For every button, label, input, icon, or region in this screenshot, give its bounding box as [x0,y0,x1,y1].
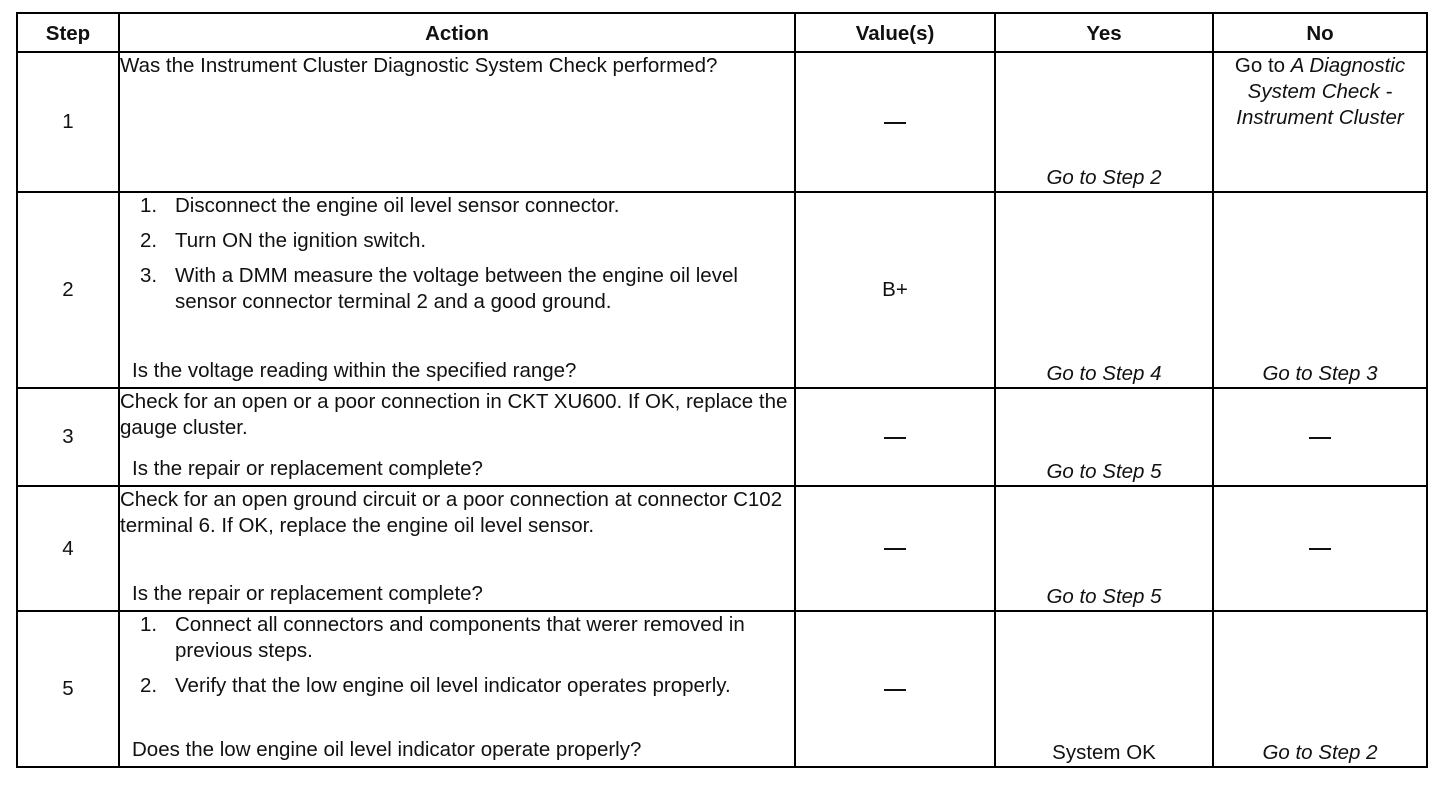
header-no: No [1213,13,1427,52]
yes-cell: Go to Step 5 [995,486,1213,611]
action-steps-list [120,193,794,315]
action-text: Check for an open ground circuit or a poor connection at connector C102 terminal 6. If OK, replace the engine oil level sensor. [120,488,783,537]
list-text: Connect all connectors and components that werer removed in previous steps. [175,613,745,662]
action-cell [119,192,795,388]
list-number: 2. [140,674,158,697]
no-dash [1309,548,1331,550]
action-cell [119,486,795,611]
value-cell [795,611,995,767]
no-cell [1213,52,1427,192]
no-prefix: Go to [1234,54,1291,77]
action-cell [119,611,795,767]
value-dash [884,122,906,124]
list-item [120,228,794,254]
action-steps-list [120,612,794,699]
no-link-text: A Diagnostic System Check - Instrument Cluster [1236,54,1406,129]
table-row [17,611,1427,767]
yes-cell: Go to Step 4 [995,192,1213,388]
no-cell: Go to Step 3 [1213,192,1427,388]
list-text: Disconnect the engine oil level sensor connector. [175,194,620,217]
action-question: Is the repair or replacement complete? [132,582,483,605]
list-number: 1. [140,613,158,636]
no-cell: Go to Step 2 [1213,611,1427,767]
value-dash [884,689,906,691]
list-number: 3. [140,264,158,287]
header-values: Value(s) [795,13,995,52]
action-question: Is the repair or replacement complete? [132,457,483,480]
step-number: 4 [17,486,119,611]
table-row [17,192,1427,388]
action-text: Was the Instrument Cluster Diagnostic System Check performed? [120,54,718,77]
table-row [17,486,1427,611]
value-cell [795,486,995,611]
yes-cell: Go to Step 5 [995,388,1213,486]
table-row [17,52,1427,192]
list-text: With a DMM measure the voltage between the engine oil level sensor connector terminal 2 and a good ground. [175,264,738,313]
header-action: Action [119,13,795,52]
no-cell [1213,486,1427,611]
no-cell [1213,388,1427,486]
yes-cell: Go to Step 2 [995,52,1213,192]
action-question: Does the low engine oil level indicator operate properly? [132,738,642,761]
diagnostic-table [16,12,1428,768]
list-item [120,263,794,315]
list-number: 2. [140,229,158,252]
value-cell [795,388,995,486]
list-item [120,612,794,664]
value-dash [884,437,906,439]
value-cell [795,52,995,192]
list-text: Verify that the low engine oil level indicator operates properly. [175,674,731,697]
step-number: 3 [17,388,119,486]
action-cell [119,388,795,486]
table-row [17,388,1427,486]
list-item [120,673,794,699]
header-step: Step [17,13,119,52]
list-item [120,193,794,219]
step-number: 5 [17,611,119,767]
header-row [17,13,1427,52]
action-question: Is the voltage reading within the specified range? [132,359,577,382]
yes-cell: System OK [995,611,1213,767]
header-yes: Yes [995,13,1213,52]
list-number: 1. [140,194,158,217]
value-cell: B+ [795,192,995,388]
list-text: Turn ON the ignition switch. [175,229,427,252]
value-dash [884,548,906,550]
action-text: Check for an open or a poor connection in CKT XU600. If OK, replace the gauge cluster. [120,390,788,439]
action-cell [119,52,795,192]
no-dash [1309,437,1331,439]
step-number: 1 [17,52,119,192]
step-number: 2 [17,192,119,388]
